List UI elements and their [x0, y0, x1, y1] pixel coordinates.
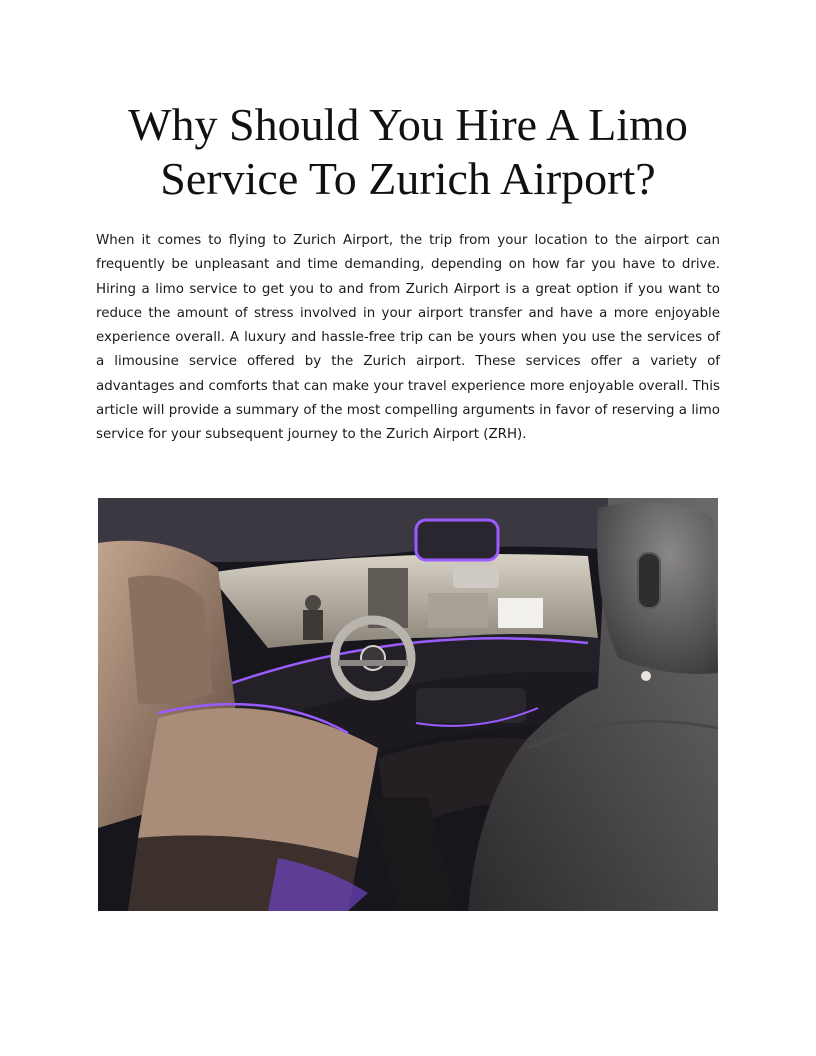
car-interior-photo	[98, 498, 718, 911]
article-paragraph: When it comes to flying to Zurich Airport, the trip from your location to the airport can frequently be unpleasant and time demanding, depending on how far you have to drive. Hiring a limo service to get you to and from Zurich Airport is a great option if you want to reduce the amount of stress involved in your airport transfer and have a more enjoyable experience overall. A luxury and hassle-free trip can be yours when you use the services of a limousine service offered by the Zurich airport. These services offer a variety of advantages and comforts that can make your travel experience more enjoyable overall. This article will provide a summary of the most compelling arguments in favor of reserving a limo service for your subsequent journey to the Zurich Airport (ZRH).	[96, 233, 720, 443]
article-title: Why Should You Hire A Limo Service To Zurich Airport?	[128, 99, 688, 204]
